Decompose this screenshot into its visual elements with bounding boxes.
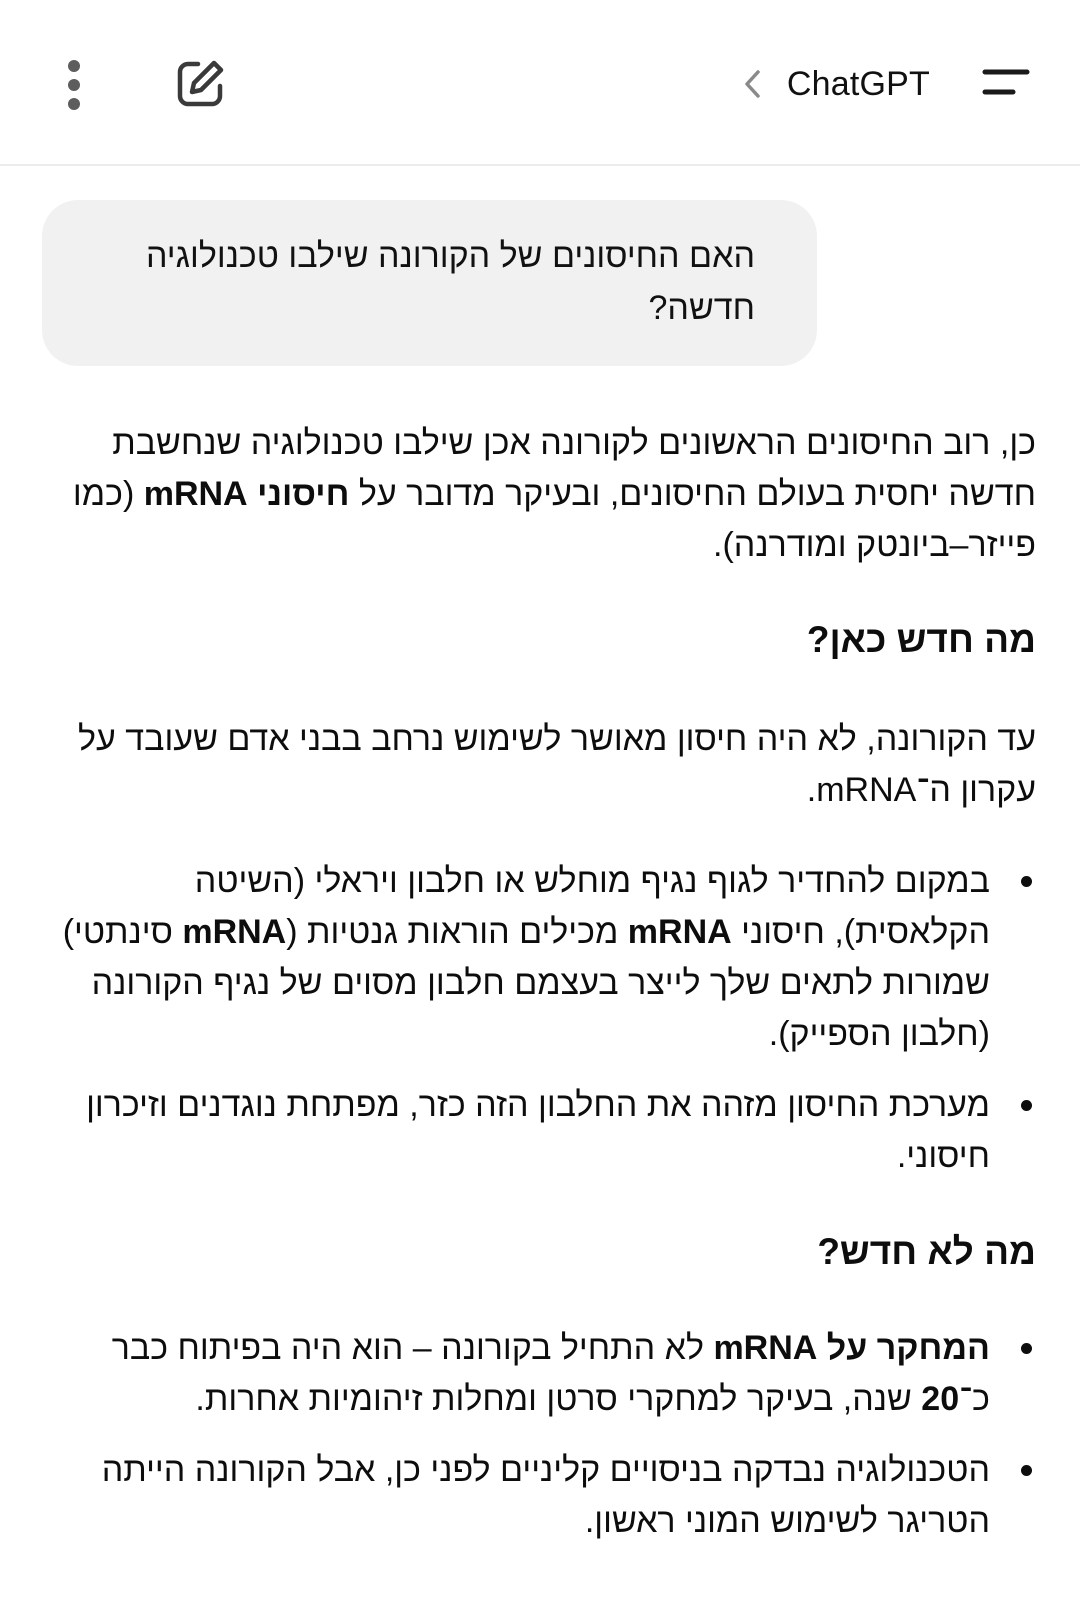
intro-text-1: כן, רוב החיסונים הראשונים לקורונה אכן שילבו טכנולוגיה שנחשבת חדשה יחסית בעולם החיסונים, ובעיקר מדובר על — [112, 424, 1036, 513]
heading-whats-new: מה חדש כאן? — [806, 619, 1036, 660]
bullet-dot — [1021, 1100, 1032, 1111]
bullet1-text-2: מכילים הוראות גנטיות ( — [286, 913, 628, 951]
bullet3-text-2: שנה, בעיקר למחקרי סרטן ומחלות זיהומיות אחרות. — [195, 1380, 922, 1418]
menu-button[interactable] — [975, 60, 1035, 104]
bullet1-bold-2: mRNA — [182, 913, 287, 951]
new-chat-button[interactable] — [170, 54, 230, 114]
heading-whats-not-new: מה לא חדש? — [817, 1231, 1036, 1272]
bullet1-text-3: סינתטי) שמורות לתאים שלך לייצר בעצמם חלבון מסוים של נגיף הקורונה (חלבון הספייק). — [62, 913, 990, 1053]
bullet-list-new — [54, 856, 1036, 1182]
bullet-list-not-new — [54, 1323, 1036, 1547]
list-item — [54, 856, 1036, 1060]
model-selector[interactable] — [743, 56, 930, 112]
bullet2-text: מערכת החיסון מזהה את החלבון הזה כזר, מפתחת נוגדנים וזיכרון חיסוני. — [86, 1086, 990, 1175]
list-item — [54, 1445, 1036, 1547]
bullet1-text-1: במקום להחדיר לגוף נגיף מוחלש או חלבון ויראלי (השיטה הקלאסית), חיסוני — [194, 862, 990, 951]
more-vertical-icon — [64, 58, 84, 112]
list-item — [54, 1080, 1036, 1182]
user-message-bubble — [42, 200, 817, 366]
paragraph-until-corona: עד הקורונה, לא היה חיסון מאושר לשימוש נרחב בבני אדם שעובד על עקרון ה־mRNA. — [78, 720, 1036, 809]
intro-text-2: (כמו פייזר–ביונטק ומודרנה). — [72, 475, 1036, 564]
bullet1-bold-1: mRNA — [627, 913, 732, 951]
user-message-text: האם החיסונים של הקורונה שילבו טכנולוגיה חדשה? — [145, 237, 755, 327]
bullet3-number: 20 — [921, 1380, 960, 1418]
app-title: ChatGPT — [786, 64, 930, 103]
bullet-dot — [1021, 876, 1032, 887]
new-chat-edit-icon — [174, 58, 226, 110]
hamburger-menu-icon — [979, 64, 1031, 100]
intro-bold: חיסוני mRNA — [143, 475, 350, 513]
bullet3-text-1: לא התחיל בקורונה – הוא היה בפיתוח כבר כ־ — [111, 1329, 990, 1418]
bullet3-bold: המחקר על mRNA — [713, 1329, 990, 1367]
bullet-dot — [1021, 1465, 1032, 1476]
bullet-dot — [1021, 1343, 1032, 1354]
bullet4-text: הטכנולוגיה נבדקה בניסויים קליניים לפני כן, אבל הקורונה הייתה הטריגר לשימוש המוני ראשון. — [101, 1451, 990, 1540]
top-bar — [0, 0, 1080, 166]
more-options-button[interactable] — [48, 55, 100, 115]
chevron-left-icon — [743, 69, 765, 99]
intro-paragraph — [54, 418, 1036, 571]
list-item — [54, 1323, 1036, 1425]
